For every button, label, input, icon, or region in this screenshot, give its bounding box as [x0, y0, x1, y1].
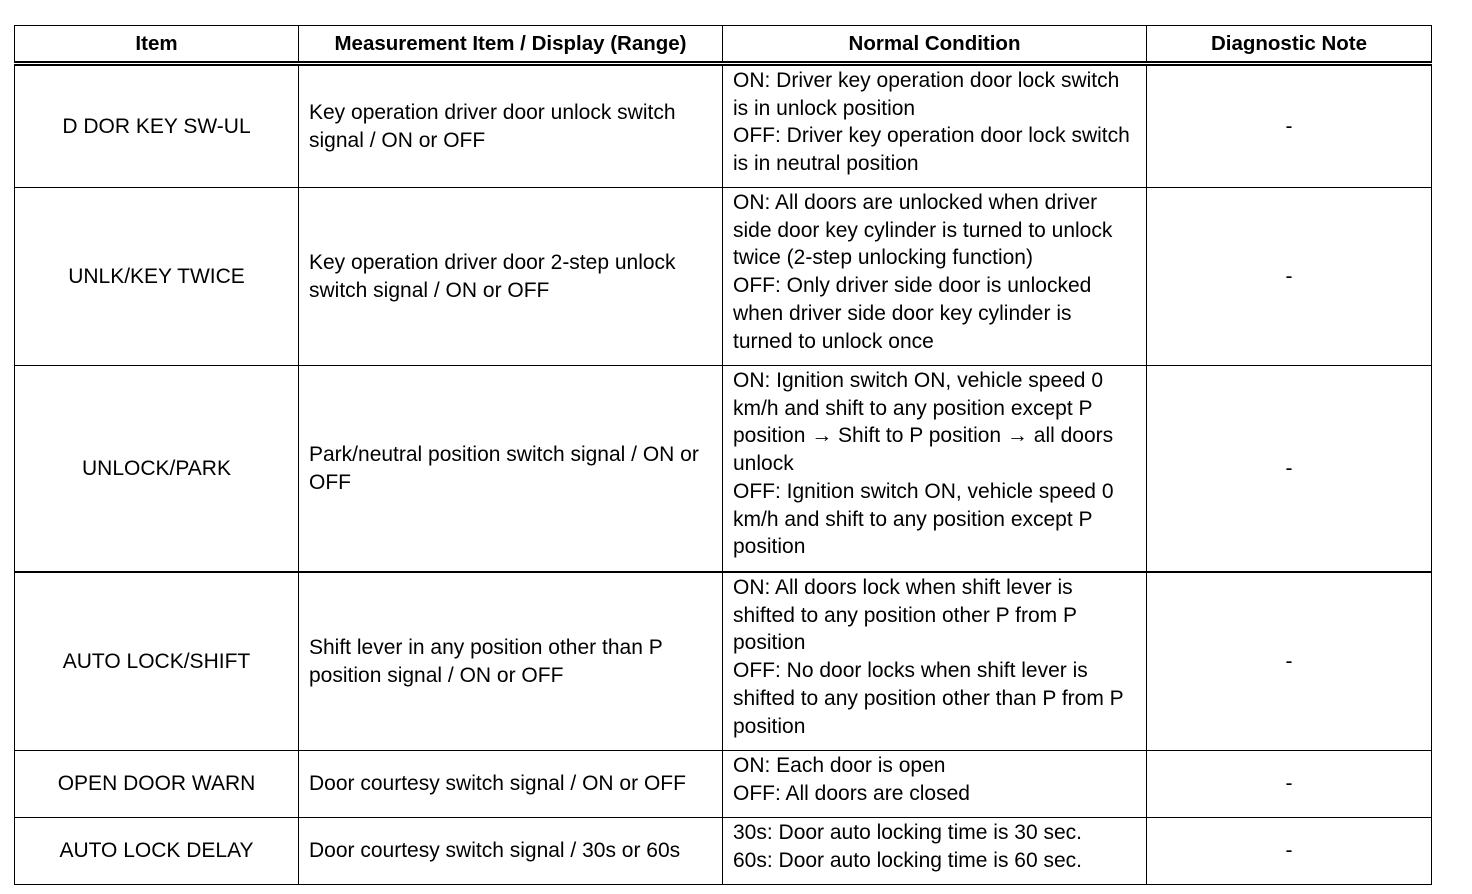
measurement-cell: Door courtesy switch signal / ON or OFF: [299, 751, 723, 818]
measurement-cell: Door courtesy switch signal / 30s or 60s: [299, 818, 723, 885]
measurement-cell: Key operation driver door 2-step unlock switch signal / ON or OFF: [299, 188, 723, 366]
condition-cell: [723, 366, 1147, 573]
condition-off-text: OFF: Ignition switch ON, vehicle speed 0 km/h and shift to any position except P position: [733, 479, 1114, 559]
item-cell: UNLOCK/PARK: [15, 366, 299, 573]
table-row: [15, 188, 1432, 366]
condition-off-text: OFF: All doors are closed: [733, 781, 970, 805]
note-cell: -: [1147, 64, 1432, 188]
condition-cell: [723, 818, 1147, 885]
data-list-table: [14, 25, 1432, 885]
condition-on-text: 30s: Door auto locking time is 30 sec.: [733, 821, 1083, 844]
condition-cell: [723, 188, 1147, 366]
condition-on-text: ON: All doors lock when shift lever is shifted to any position other P from P position: [733, 576, 1077, 655]
header-item: Item: [15, 26, 299, 64]
condition-cell: [723, 64, 1147, 188]
note-cell: -: [1147, 818, 1432, 885]
item-cell: UNLK/KEY TWICE: [15, 188, 299, 366]
measurement-cell: Key operation driver door unlock switch signal / ON or OFF: [299, 64, 723, 188]
measurement-cell: Park/neutral position switch signal / ON or OFF: [299, 366, 723, 573]
table-header-row: [15, 26, 1432, 64]
table-row: [15, 64, 1432, 188]
condition-on-text: ON: Driver key operation door lock switch is in unlock position: [733, 69, 1120, 120]
condition-cell: [723, 572, 1147, 751]
table-row: [15, 818, 1432, 885]
note-cell: -: [1147, 751, 1432, 818]
condition-on-text: ON: All doors are unlocked when driver side door key cylinder is turned to unlock twice (2-step unlocking function): [733, 191, 1113, 270]
condition-cell: [723, 751, 1147, 818]
condition-off-text: OFF: Only driver side door is unlocked when driver side door key cylinder is turned to unlock once: [733, 274, 1092, 353]
item-cell: OPEN DOOR WARN: [15, 751, 299, 818]
table-row: [15, 572, 1432, 751]
item-cell: AUTO LOCK/SHIFT: [15, 572, 299, 751]
table-row: [15, 751, 1432, 818]
condition-on-text: ON: Each door is open: [733, 754, 946, 777]
note-cell: -: [1147, 366, 1432, 573]
item-cell: D DOR KEY SW-UL: [15, 64, 299, 188]
note-cell: -: [1147, 188, 1432, 366]
condition-off-text: 60s: Door auto locking time is 60 sec.: [733, 848, 1083, 872]
condition-on-text: ON: Ignition switch ON, vehicle speed 0 km/h and shift to any position except P position → Shift to P position → all doors unlock: [733, 369, 1114, 476]
header-normal-condition: Normal Condition: [723, 26, 1147, 64]
condition-off-text: OFF: No door locks when shift lever is shifted to any position other than P from P position: [733, 659, 1124, 738]
note-cell: -: [1147, 572, 1432, 751]
table-row: [15, 366, 1432, 573]
item-cell: AUTO LOCK DELAY: [15, 818, 299, 885]
condition-off-text: OFF: Driver key operation door lock switch is in neutral position: [733, 124, 1130, 176]
header-diagnostic-note: Diagnostic Note: [1147, 26, 1432, 64]
header-measurement: Measurement Item / Display (Range): [299, 26, 723, 64]
measurement-cell: Shift lever in any position other than P position signal / ON or OFF: [299, 572, 723, 751]
